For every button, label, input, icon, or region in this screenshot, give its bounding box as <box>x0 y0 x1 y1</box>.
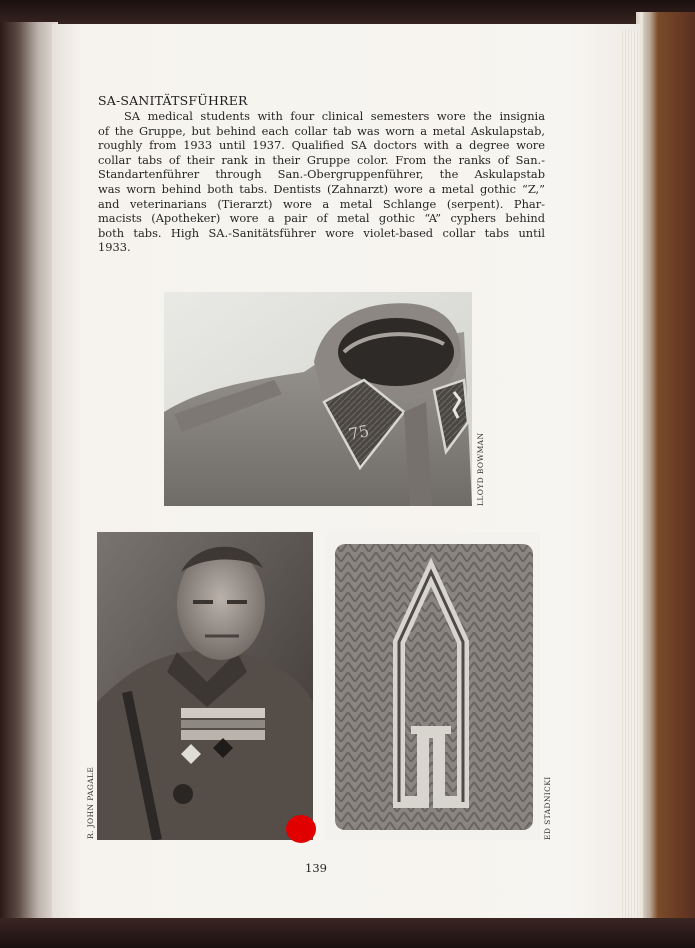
body-line: collar tabs of their rank in their Gruppe color. From the ranks of San.- <box>98 152 545 167</box>
photo-credit-tunic: LLOYD BOWMAN <box>476 432 485 506</box>
section-heading: SA-SANITÄTSFÜHRER <box>98 93 248 108</box>
collar-number: 75 <box>346 421 371 444</box>
photo-credit-portrait: R. JOHN PAGALE <box>86 766 95 839</box>
photo-credit-tab: ED STADNICKI <box>543 776 552 840</box>
page-stack-edge <box>620 30 638 918</box>
book-bottom-edge <box>0 918 695 948</box>
book-cover-right <box>636 12 695 937</box>
body-line: Standartenführer through San.-Obergruppenführer, the Askulapstab <box>98 167 545 182</box>
body-line: SA medical students with four clinical semesters wore the insignia <box>124 109 545 123</box>
body-line: macists (Apotheker) wore a pair of metal gothic “A” cyphers behind <box>98 211 545 226</box>
body-line: both tabs. High SA.-Sanitätsführer wore violet-based collar tabs until <box>98 225 545 240</box>
body-line: roughly from 1933 until 1937. Qualified SA doctors with a degree wore <box>98 138 545 153</box>
tunic-collar-photo <box>164 292 472 506</box>
body-line: 1933. <box>98 240 131 255</box>
body-line: of the Gruppe, but behind each collar tab was worn a metal Askulapstab, <box>98 123 545 138</box>
body-paragraph <box>98 109 545 255</box>
page-number: 139 <box>305 861 327 875</box>
officer-portrait-photo <box>97 532 313 840</box>
red-marker-dot <box>286 815 316 843</box>
body-line: was worn behind both tabs. Dentists (Zahnarzt) wore a metal gothic “Z,” <box>98 181 545 196</box>
collar-tab-photo <box>327 532 540 840</box>
book-spine-shadow <box>0 22 58 927</box>
body-line: and veterinarians (Tierarzt) wore a metal Schlange (serpent). Phar- <box>98 196 545 211</box>
